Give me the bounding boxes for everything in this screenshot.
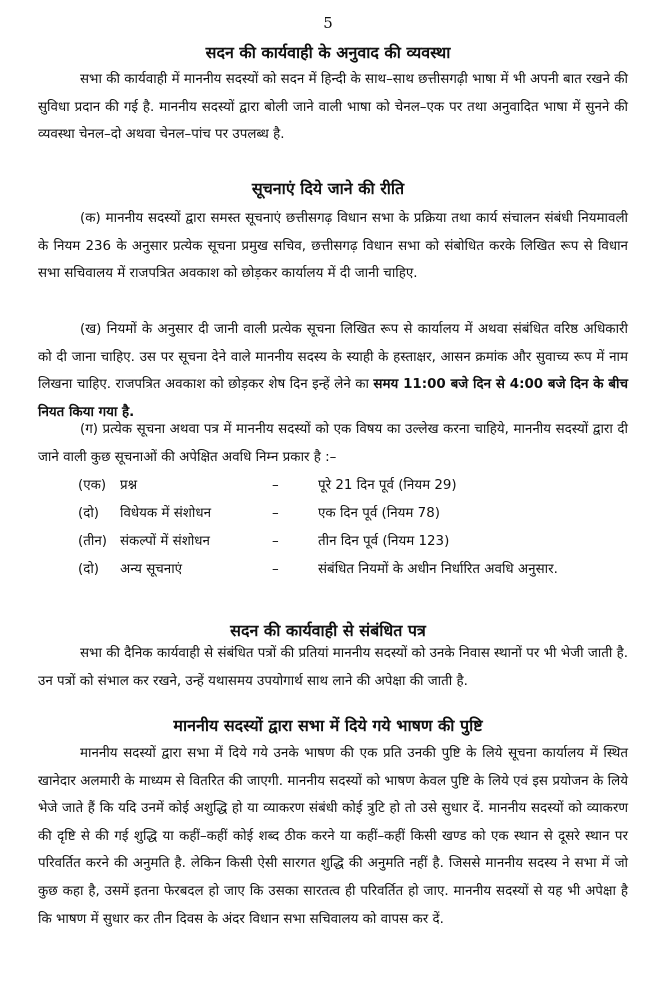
list-item-period: तीन दिन पूर्व (नियम 123) — [318, 534, 450, 549]
list-item-label: प्रश्न — [120, 478, 138, 493]
paragraph-proceedings-papers: सभा की दैनिक कार्यवाही से संबंधित पत्रों की प्रतियां माननीय सदस्यों को उनके निवास स्थानों पर भी भेजी जाती है. उन पत्रों को संभाल कर रखने, उन्हें यथासमय उपयोगार्थ साथ लाने की अपेक्षा की जाती है. — [38, 646, 628, 689]
paragraph-notices-b-text: (ख) नियमों के अनुसार दी जानी वाली प्रत्येक सूचना लिखित रूप से कार्यालय में अथवा संबंधित वरिष्ठ अधिकारी को दी जाना चाहिए. उस पर सूचना देने वाले माननीय सदस्य के स्याही के हस्ताक्षर, आसन क्रमांक और सुवाच्य रूप में नाम लिखना चाहिए. राजपत्रित अवकाश को छोड़कर शेष दिन इन्हें लेने का — [38, 322, 628, 393]
list-item-number: (एक) — [78, 478, 107, 493]
list-item-label: अन्य सूचनाएं — [120, 562, 183, 577]
section-heading-speech-confirmation: माननीय सदस्यों द्वारा सभा में दिये गये भाषण की पुष्टि — [173, 716, 483, 735]
paragraph-translation: सभा की कार्यवाही में माननीय सदस्यों को सदन में हिन्दी के साथ–साथ छत्तीसगढ़ी भाषा में भी अपनी बात रखने की सुविधा प्रदान की गई है. माननीय सदस्यों द्वारा बोली जाने वाली भाषा को चेनल–एक पर तथा अनुवादित भाषा में सुनने की व्यवस्था चेनल–दो अथवा चेनल–पांच पर उपलब्ध है. — [38, 72, 628, 143]
list-item-dash: – — [272, 506, 279, 521]
section-heading-notices: सूचनाएं दिये जाने की रीति — [251, 179, 405, 198]
list-item — [0, 556, 656, 583]
paragraph-speech-confirmation: माननीय सदस्यों द्वारा सभा में दिये गये उनके भाषण की एक प्रति उनकी पुष्टि के लिये सूचना कार्यालय में स्थित खानेदार अलमारी के माध्यम से वितरित की जाएगी. माननीय सदस्यों को भाषण केवल पुष्टि के लिये एवं इस प्रयोजन के लिये भेजे जाते हैं कि यदि उनमें कोई अशुद्धि हो या व्याकरण संबंधी कोई त्रुटि हो तो उसे सुधार दें. माननीय सदस्यों को व्याकरण की दृष्टि से की गई शुद्धि या कहीं–कहीं कोई शब्द ठीक करने या कहीं–कहीं किसी खण्ड को एक स्थान से दूसरे स्थान पर परिवर्तित करने की अनुमति है. लेकिन किसी ऐसी सारगत शुद्धि की अनुमति नहीं है. जिससे माननीय सदस्य ने सभा में जो कुछ कहा है, उसमें इतना फेरबदल हो जाए कि उसका सारतत्व ही परिवर्तित हो जाए. माननीय सदस्यों से यह भी अपेक्षा है कि भाषण में सुधार कर तीन दिवस के अंदर विधान सभा सचिवालय को वापस कर दें. — [38, 746, 628, 927]
paragraph-notices-b — [38, 316, 628, 426]
list-item-period: एक दिन पूर्व (नियम 78) — [318, 506, 440, 521]
list-item — [0, 472, 656, 499]
list-item-label: संकल्पों में संशोधन — [120, 534, 210, 549]
list-item — [0, 528, 656, 555]
list-item-dash: – — [272, 534, 279, 549]
section-heading-proceedings-papers: सदन की कार्यवाही से संबंधित पत्र — [230, 621, 426, 640]
list-item-period: पूरे 21 दिन पूर्व (नियम 29) — [318, 478, 457, 493]
list-item-dash: – — [272, 562, 279, 577]
paragraph-notices-a: (क) माननीय सदस्यों द्वारा समस्त सूचनाएं छत्तीसगढ़ विधान सभा के प्रक्रिया तथा कार्य संचालन संबंधी नियमावली के नियम 236 के अनुसार प्रत्येक सूचना प्रमुख सचिव, छत्तीसगढ़ विधान सभा को संबोधित करके लिखित रूप से विधान सभा सचिवालय में राजपत्रित अवकाश को छोड़कर कार्यालय में दी जानी चाहिए. — [38, 211, 628, 282]
paragraph-notices-c: (ग) प्रत्येक सूचना अथवा पत्र में माननीय सदस्यों को एक विषय का उल्लेख करना चाहिये, माननीय सदस्यों द्वारा दी जाने वाली कुछ सूचनाओं की अपेक्षित अवधि निम्न प्रकार है :– — [38, 422, 628, 465]
notice-timing-bold: समय 11:00 बजे दिन से 4:00 बजे दिन के बीच नियत किया गया है. — [38, 377, 628, 420]
list-item-period: संबंधित नियमों के अधीन निर्धारित अवधि अनुसार. — [318, 562, 558, 577]
list-item — [0, 500, 656, 527]
list-item-number: (तीन) — [78, 534, 107, 549]
list-item-dash: – — [272, 478, 279, 493]
list-item-label: विधेयक में संशोधन — [120, 506, 212, 521]
list-item-number: (दो) — [78, 506, 100, 521]
section-heading-translation: सदन की कार्यवाही के अनुवाद की व्यवस्था — [205, 43, 451, 62]
list-item-number: (दो) — [78, 562, 100, 577]
page-number: 5 — [323, 14, 333, 32]
